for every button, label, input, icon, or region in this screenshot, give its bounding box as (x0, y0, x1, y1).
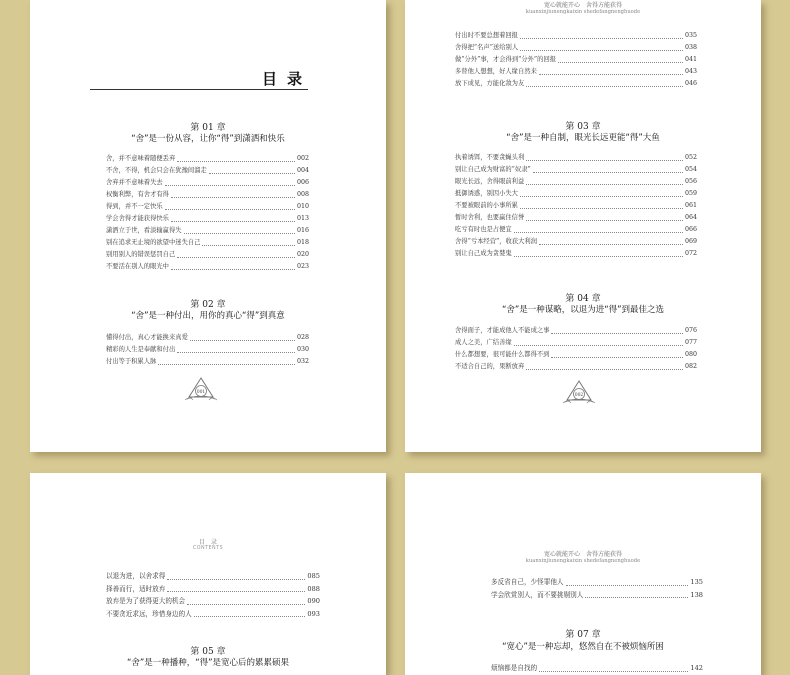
entry-page-number: 059 (684, 190, 697, 197)
toc-entry (455, 30, 697, 42)
entry-page-number: 023 (296, 263, 309, 270)
entry-page-number: 135 (690, 578, 703, 586)
entry-title: 得到，并不一定快乐 (106, 203, 163, 210)
dot-leader (520, 196, 683, 197)
entry-page-number: 082 (684, 363, 697, 370)
dot-leader (209, 173, 295, 174)
entry-title: 舍弃并不意味着失去 (106, 179, 163, 186)
toc-page-2 (405, 0, 761, 452)
entry-page-number: 061 (684, 202, 697, 209)
entry-page-number: 006 (296, 179, 309, 186)
toc-entry (106, 225, 309, 237)
toc-entry (106, 608, 320, 621)
chapter-title: “舍”是一份从容，让你“得”到潇洒和快乐 (131, 134, 285, 144)
dot-leader (158, 364, 295, 365)
entry-page-number: 077 (684, 339, 697, 346)
entry-title: 学会舍得才能获得快乐 (106, 215, 169, 222)
dot-leader (171, 221, 295, 222)
dot-leader (194, 616, 306, 617)
dot-leader (177, 257, 295, 258)
running-header: 宽心就能开心 舍得方能获得 (543, 551, 622, 558)
toc-entry (455, 164, 697, 176)
dot-leader (520, 208, 683, 209)
dot-leader (539, 74, 683, 75)
entry-title: 烦恼都是自找的 (491, 664, 538, 672)
toc-entry (455, 248, 697, 260)
entry-title: 不舍，不得，机会只会在犹豫间溜走 (106, 167, 207, 174)
entries-continued (455, 30, 697, 90)
toc-entry (491, 662, 703, 675)
dot-leader (585, 597, 688, 598)
dot-leader (167, 579, 305, 580)
toc-entry (106, 261, 309, 273)
entry-page-number: 076 (684, 327, 697, 334)
entry-page-number: 016 (296, 227, 309, 234)
dot-leader (520, 50, 683, 51)
entry-title: 以退为进，以舍求得 (106, 572, 166, 580)
toc-entry (455, 200, 697, 212)
dot-leader (566, 585, 689, 586)
chapter-number: 第 04 章 (565, 294, 601, 304)
toc-page-1 (30, 0, 386, 452)
entry-title: 舍得“亏本经营”，收获大利润 (455, 238, 538, 245)
entry-page-number: 013 (296, 215, 309, 222)
chapter-title: “舍”是一种播种，“得”是宽心后的累累硕果 (126, 658, 290, 668)
entry-title: 别用别人的错误惩罚自己 (106, 251, 176, 258)
entry-title: 多替他人想想，好人缘自然来 (455, 68, 537, 75)
toc-entry (106, 201, 309, 213)
entry-title: 学会欣赏别人，而不要挑剔别人 (491, 590, 584, 599)
toc-entry (455, 66, 697, 78)
entry-page-number: 054 (684, 166, 697, 173)
dot-leader (526, 220, 683, 221)
chapter-number: 第 05 章 (190, 647, 226, 657)
chapter-number: 第 07 章 (565, 630, 601, 640)
entry-page-number: 043 (684, 68, 697, 75)
chapter-entries (106, 332, 309, 368)
entry-page-number: 032 (296, 358, 309, 365)
dot-leader (514, 345, 683, 346)
entry-title: 付出等于积累人脉 (106, 358, 157, 365)
toc-entry (455, 42, 697, 54)
chapter-entries (106, 570, 320, 620)
chapter-entries (491, 662, 703, 675)
dot-leader (167, 591, 305, 592)
entry-title: 眼光长远，舍得眼前利益 (455, 178, 525, 185)
toc-entry (491, 589, 703, 602)
toc-entry (106, 356, 309, 368)
dot-leader (177, 161, 295, 162)
entry-title: 付出时不要总想着回报 (455, 32, 518, 39)
entry-title: 权衡利弊，有舍才有得 (106, 191, 169, 198)
dot-leader (202, 245, 295, 246)
toc-entry (455, 325, 697, 337)
toc-entry (455, 212, 697, 224)
dot-leader (526, 369, 683, 370)
dot-leader (551, 333, 683, 334)
toc-entry (106, 595, 320, 608)
toc-entry (455, 78, 697, 90)
entry-page-number: 138 (690, 590, 703, 599)
entry-title: 放弃是为了获得更大的机会 (106, 597, 186, 605)
chapter-title: “宽心”是一种忘却，悠然自在不被烦恼所困 (502, 642, 664, 652)
entry-title: 成人之美，广结善缘 (455, 339, 512, 346)
toc-entry (106, 213, 309, 225)
toc-entry (455, 236, 697, 248)
running-header: 宽心就能开心 舍得方能获得 (543, 2, 622, 9)
dot-leader (184, 233, 295, 234)
entry-page-number: 142 (690, 664, 703, 672)
entry-page-number: 064 (684, 214, 697, 221)
dot-leader (514, 232, 683, 233)
chapter-number: 第 02 章 (190, 300, 226, 310)
toc-entry (106, 249, 309, 261)
entry-page-number: 085 (307, 572, 320, 580)
entry-page-number: 056 (684, 178, 697, 185)
page-number: 001 (196, 390, 206, 395)
entry-title: 舍得把“名声”送给别人 (455, 44, 519, 51)
toc-entry (106, 344, 309, 356)
dot-leader (539, 244, 683, 245)
entry-title: 暂时舍利，也要赢住信誉 (455, 214, 525, 221)
entry-title: 懂得付出，真心才能换来真爱 (106, 334, 188, 341)
entry-page-number: 028 (296, 334, 309, 341)
entry-title: 别在追求无止境的欲望中迷失自己 (106, 239, 201, 246)
dot-leader (177, 352, 295, 353)
entry-page-number: 041 (684, 56, 697, 63)
entry-title: 放下成见，方能化敌为友 (455, 80, 525, 87)
entry-title: 不适合自己的，果断放弃 (455, 363, 525, 370)
entry-title: 舍，并不意味着随便丢弃 (106, 155, 176, 162)
entry-page-number: 035 (684, 32, 697, 39)
entry-page-number: 018 (296, 239, 309, 246)
toc-entry (455, 337, 697, 349)
chapter-title: “舍”是一种自制，眼光长远更能“得”大鱼 (506, 133, 660, 143)
entry-page-number: 066 (684, 226, 697, 233)
chapter-title: “舍”是一种付出，用你的真心“得”到真意 (131, 311, 285, 321)
entry-page-number: 093 (307, 609, 320, 618)
toc-entry (106, 189, 309, 201)
entry-page-number: 080 (684, 351, 697, 358)
dot-leader (165, 185, 295, 186)
toc-entry (491, 576, 703, 589)
dot-leader (526, 160, 683, 161)
running-header-pinyin: kuanxinjiunengkaixin shedefangnenghuode (525, 9, 641, 15)
dot-leader (558, 62, 683, 63)
entry-title: 别让自己成为财富的“奴隶” (455, 166, 531, 173)
entry-title: 精彩的人生是奉献和付出 (106, 346, 176, 353)
toc-entry (455, 349, 697, 361)
entry-page-number: 020 (296, 251, 309, 258)
entry-page-number: 046 (684, 80, 697, 87)
chapter-number: 第 03 章 (565, 122, 601, 132)
dot-leader (171, 197, 295, 198)
toc-entry (455, 188, 697, 200)
entry-page-number: 030 (296, 346, 309, 353)
toc-entry (106, 177, 309, 189)
dot-leader (551, 357, 683, 358)
toc-entry (106, 165, 309, 177)
entry-page-number: 069 (684, 238, 697, 245)
entry-page-number: 052 (684, 154, 697, 161)
chapter-entries (455, 325, 697, 373)
ornament-icon (562, 379, 596, 405)
entry-title: 择善而行，适时放弃 (106, 584, 166, 593)
dot-leader (520, 38, 683, 39)
chapter-entries (491, 576, 703, 601)
header-title: 目 录 (198, 539, 217, 546)
entry-title: 不要贪近求远，珍惜身边的人 (106, 609, 192, 618)
dot-leader (187, 604, 305, 605)
chapter-entries (106, 153, 309, 273)
running-header-pinyin: kuanxinjiunengkaixin shedefangnenghuode (525, 558, 641, 564)
toc-entry (455, 152, 697, 164)
toc-entry (106, 237, 309, 249)
entry-title: 不要被眼前的小事所累 (455, 202, 518, 209)
dot-leader (526, 86, 683, 87)
dot-leader (190, 340, 295, 341)
entry-title: 多反省自己，少怪罪他人 (491, 578, 564, 586)
page-number-ornament (184, 376, 218, 406)
entry-title: 吃亏有时也是占便宜 (455, 226, 512, 233)
entry-title: 潇洒立于世，看淡输赢得失 (106, 227, 182, 234)
dot-leader (526, 184, 683, 185)
toc-entry (455, 176, 697, 188)
dot-leader (533, 172, 683, 173)
toc-page-3 (30, 473, 386, 675)
toc-page-4 (405, 473, 761, 675)
ornament-icon (184, 376, 218, 402)
toc-entry (106, 583, 320, 596)
toc-entry (106, 153, 309, 165)
toc-entry (455, 54, 697, 66)
entry-title: 什么都想要，很可能什么都得不到 (455, 351, 550, 358)
entry-title: 舍得面子，才能成他人不能成之事 (455, 327, 550, 334)
entry-title: 抵御诱惑，别因小失大 (455, 190, 518, 197)
entry-page-number: 038 (684, 44, 697, 51)
chapter-number: 第 01 章 (190, 123, 226, 133)
toc-title: 目录 (262, 70, 313, 88)
entry-page-number: 010 (296, 203, 309, 210)
entry-page-number: 002 (296, 155, 309, 162)
title-rule (90, 89, 308, 90)
chapter-title: “舍”是一种谋略，以退为进“得”到最佳之选 (501, 305, 665, 315)
toc-entry (455, 361, 697, 373)
page-number-ornament (562, 379, 596, 409)
toc-entry (455, 224, 697, 236)
chapter-entries (455, 152, 697, 260)
entry-page-number: 008 (296, 191, 309, 198)
entry-page-number: 004 (296, 167, 309, 174)
dot-leader (165, 209, 295, 210)
entry-title: 别让自己成为贪婪鬼 (455, 250, 512, 257)
dot-leader (171, 269, 295, 270)
entry-title: 做“分外”事，才会得到“分外”的回报 (455, 56, 557, 63)
page-number: 002 (574, 393, 584, 398)
toc-entry (106, 332, 309, 344)
entry-page-number: 090 (307, 597, 320, 605)
dot-leader (514, 256, 683, 257)
entry-page-number: 072 (684, 250, 697, 257)
toc-entry (106, 570, 320, 583)
header-subtitle: CONTENTS (192, 546, 224, 551)
entry-title: 不要活在别人的眼光中 (106, 263, 169, 270)
dot-leader (539, 671, 688, 672)
entry-page-number: 088 (307, 584, 320, 593)
entry-title: 执着诱饵，不要贪蝇头利 (455, 154, 525, 161)
